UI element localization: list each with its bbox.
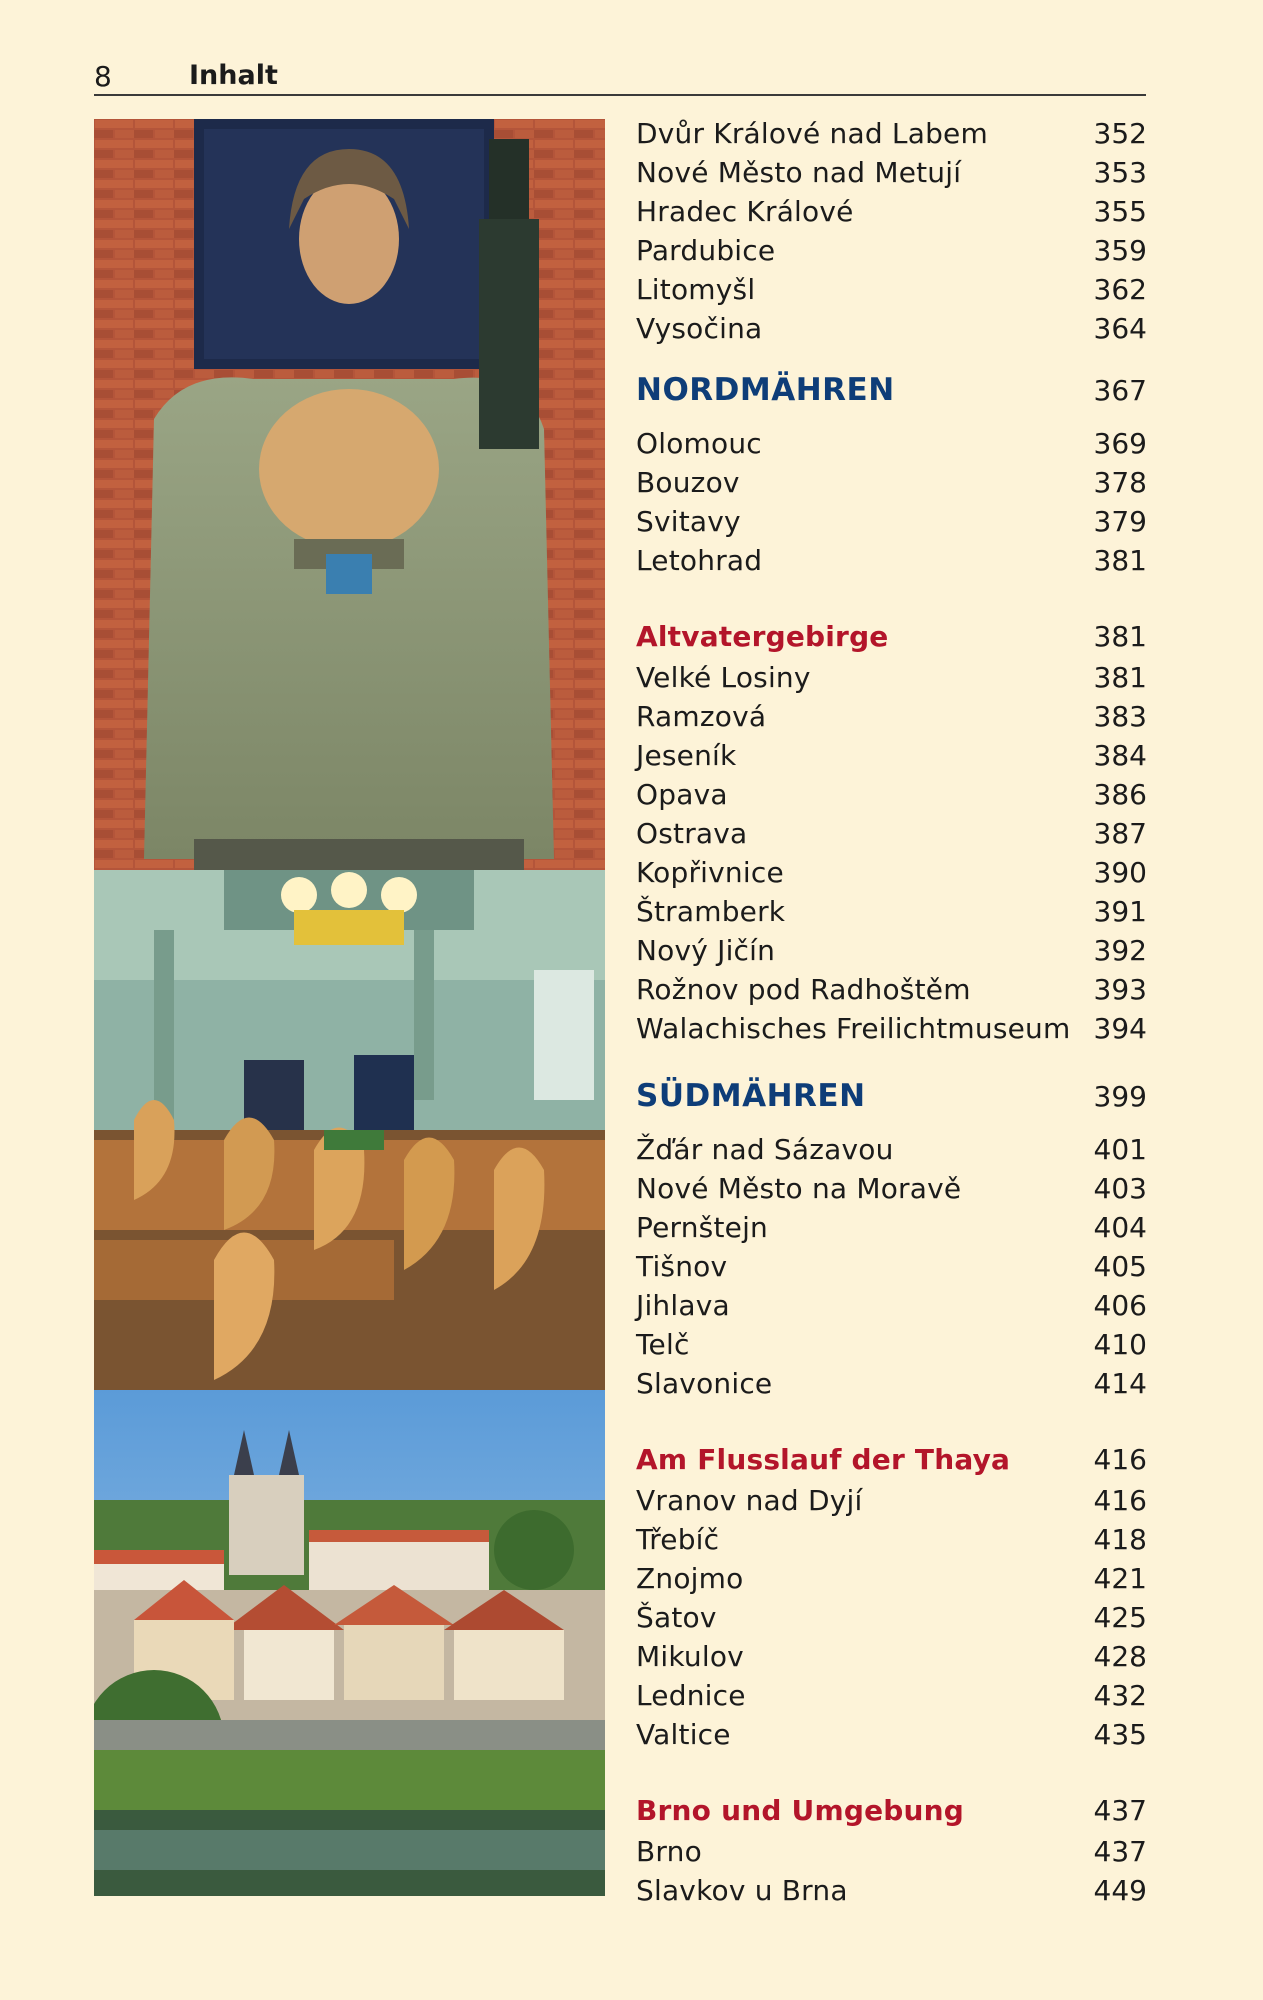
toc-entry [636,1832,1147,1871]
toc-title: Letohrad [636,544,763,577]
toc-title: Bouzov [636,466,740,499]
toc-title: Šatov [636,1601,717,1634]
toc-title: Hradec Králové [636,195,854,228]
toc-title: Olomouc [636,427,762,460]
toc-page-number: 416 [1093,1443,1147,1476]
toc-entry [636,931,1147,970]
toc-entry [636,1559,1147,1598]
toc-page-number: 364 [1093,312,1147,345]
toc-entry [636,1676,1147,1715]
tavern-interior-photo [94,870,605,1390]
toc-page-number: 437 [1093,1794,1147,1827]
page-number: 8 [94,60,112,93]
toc-page-number: 352 [1093,117,1147,150]
toc-page-number: 386 [1093,778,1147,811]
toc-entry [636,892,1147,931]
toc-page-number: 403 [1093,1172,1147,1205]
toc-page-number: 405 [1093,1250,1147,1283]
toc-entry [636,775,1147,814]
toc-entry [636,853,1147,892]
toc-page-number: 428 [1093,1640,1147,1673]
toc-page-number: 378 [1093,466,1147,499]
section-title: Inhalt [189,60,278,91]
toc-page-number: 421 [1093,1562,1147,1595]
toc-title: Pernštejn [636,1211,768,1244]
toc-page-number: 435 [1093,1718,1147,1751]
toc-page-number: 383 [1093,700,1147,733]
toc-entry [636,697,1147,736]
toc-entry [636,424,1147,463]
toc-entry [636,970,1147,1009]
toc-page-number: 390 [1093,856,1147,889]
toc-page-number: 369 [1093,427,1147,460]
toc-entry [636,541,1147,580]
toc-page-number: 359 [1093,234,1147,267]
toc-entry [636,270,1147,309]
toc-title: Ostrava [636,817,748,850]
toc-title: Rožnov pod Radhoštěm [636,973,971,1006]
toc-page-number: 425 [1093,1601,1147,1634]
toc-page-number: 418 [1093,1523,1147,1556]
toc-entry [636,1208,1147,1247]
toc-title: Kopřivnice [636,856,784,889]
toc-entry [636,153,1147,192]
toc-entry [636,1009,1147,1048]
toc-entry [636,1481,1147,1520]
toc-page-number: 381 [1093,544,1147,577]
toc-title: Velké Losiny [636,661,811,694]
toc-entry [636,736,1147,775]
toc-page-number: 387 [1093,817,1147,850]
toc-page-number: 404 [1093,1211,1147,1244]
toc-page-number: 393 [1093,973,1147,1006]
toc-entry [636,1598,1147,1637]
toc-page-number: 384 [1093,739,1147,772]
toc-title: Nový Jičín [636,934,776,967]
toc-entry [636,309,1147,348]
toc-title: Vranov nad Dyjí [636,1484,863,1517]
toc-page-number: 367 [1093,374,1147,407]
toc-page-number: 406 [1093,1289,1147,1322]
toc-entry [636,1247,1147,1286]
toc-title: Slavkov u Brna [636,1874,848,1907]
toc-title: Jihlava [636,1289,730,1322]
toc-entry [636,1637,1147,1676]
toc-page-number: 401 [1093,1133,1147,1166]
toc-page-number: 355 [1093,195,1147,228]
toc-subsection-heading [636,1791,1147,1830]
toc-page-number: 414 [1093,1367,1147,1400]
toc-page-number: 392 [1093,934,1147,967]
toc-title: Litomyšl [636,273,756,306]
toc-page-number: 437 [1093,1835,1147,1868]
toc-page-number: 394 [1093,1012,1147,1045]
toc-page-number: 416 [1093,1484,1147,1517]
toc-title: SÜDMÄHREN [636,1078,866,1114]
toc-subsection-heading [636,1440,1147,1479]
toc-title: Znojmo [636,1562,744,1595]
toc-entry [636,814,1147,853]
toc-title: Pardubice [636,234,776,267]
table-of-contents [636,0,1147,2000]
toc-title: Slavonice [636,1367,773,1400]
toc-title: Vysočina [636,312,763,345]
seated-statue-photo [94,119,605,870]
toc-title: Opava [636,778,728,811]
toc-title: Třebíč [636,1523,720,1556]
toc-title: Walachisches Freilichtmuseum [636,1012,1071,1045]
toc-entry [636,1520,1147,1559]
toc-entry [636,502,1147,541]
toc-page-number: 362 [1093,273,1147,306]
toc-entry [636,463,1147,502]
toc-entry [636,192,1147,231]
toc-page-number: 391 [1093,895,1147,928]
toc-page-number: 399 [1093,1080,1147,1113]
toc-region-heading [636,1077,1147,1116]
toc-title: Telč [636,1328,690,1361]
toc-title: Svitavy [636,505,741,538]
toc-region-heading [636,371,1147,410]
toc-page-number: 410 [1093,1328,1147,1361]
toc-title: Dvůr Králové nad Labem [636,117,988,150]
toc-page-number: 379 [1093,505,1147,538]
toc-title: Tišnov [636,1250,728,1283]
toc-entry [636,114,1147,153]
toc-title: Ramzová [636,700,767,733]
toc-title: Brno [636,1835,702,1868]
toc-title: Štramberk [636,895,786,928]
toc-entry [636,1715,1147,1754]
toc-title: Brno und Umgebung [636,1794,965,1827]
toc-entry [636,1169,1147,1208]
toc-title: NORDMÄHREN [636,372,895,408]
town-skyline-photo [94,1390,605,1896]
toc-title: Lednice [636,1679,746,1712]
toc-title: Altvatergebirge [636,620,889,653]
toc-page-number: 353 [1093,156,1147,189]
toc-page-number: 432 [1093,1679,1147,1712]
toc-entry [636,658,1147,697]
toc-title: Žďár nad Sázavou [636,1133,894,1166]
toc-entry [636,1871,1147,1910]
toc-subsection-heading [636,617,1147,656]
toc-entry [636,1130,1147,1169]
toc-page-number: 449 [1093,1874,1147,1907]
toc-entry [636,1364,1147,1403]
toc-entry [636,1325,1147,1364]
toc-title: Nové Město na Moravě [636,1172,962,1205]
toc-page-number: 381 [1093,661,1147,694]
toc-title: Mikulov [636,1640,744,1673]
toc-title: Jeseník [636,739,737,772]
toc-entry [636,231,1147,270]
toc-title: Nové Město nad Metují [636,156,962,189]
toc-page-number: 381 [1093,620,1147,653]
toc-title: Am Flusslauf der Thaya [636,1443,1011,1476]
toc-entry [636,1286,1147,1325]
toc-title: Valtice [636,1718,731,1751]
photo-column [94,119,605,1896]
